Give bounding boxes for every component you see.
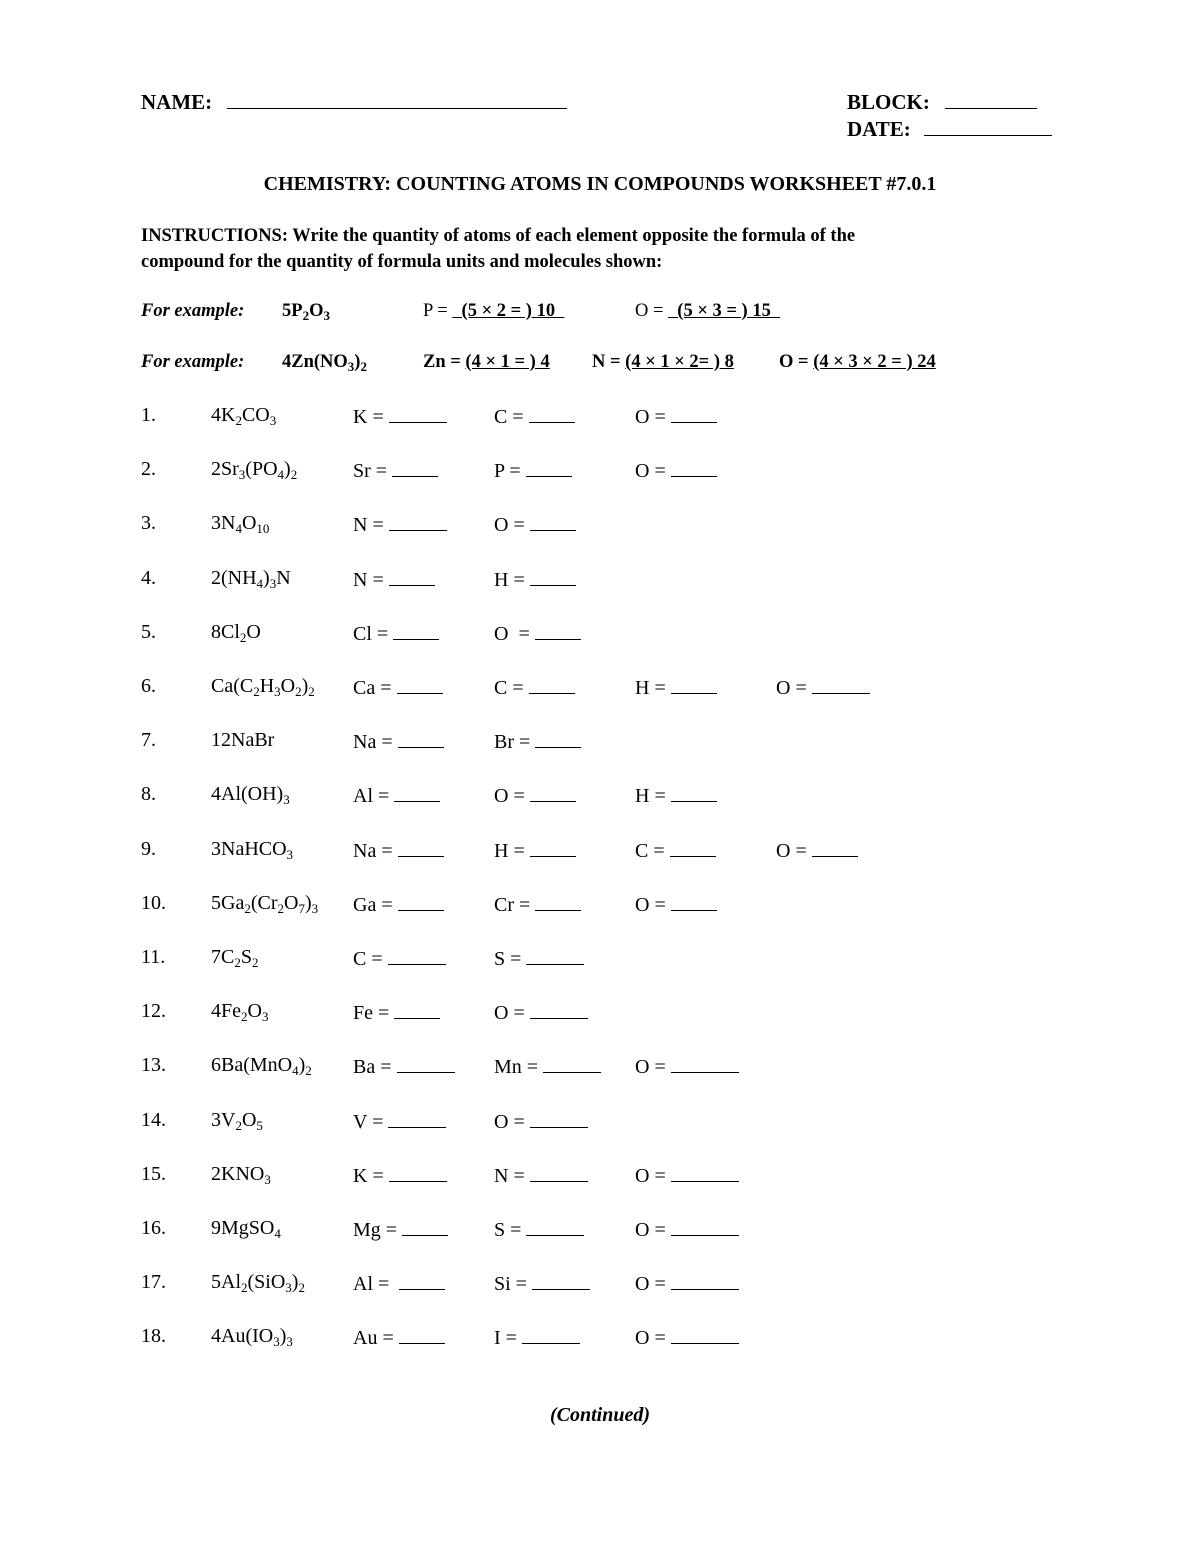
answer-blank[interactable] (671, 783, 717, 802)
problem-formula: $6Ba(MnO_4)_2$ (211, 1054, 312, 1079)
problem-number: 13. (141, 1054, 166, 1077)
answer-element: O = (779, 352, 814, 372)
answer-element: O = (635, 301, 669, 321)
element-answer (353, 458, 438, 483)
answer-blank[interactable] (530, 1163, 588, 1182)
answer-blank[interactable] (671, 458, 717, 477)
element-answer (353, 1163, 447, 1188)
element-answer (635, 458, 717, 483)
problem-formula: $2(NH_4)_3N$ (211, 566, 291, 591)
problem-number: 5. (141, 620, 156, 643)
problem-row (0, 621, 1200, 651)
element-label: Ga = (353, 893, 398, 916)
problem-number: 4. (141, 566, 156, 589)
problem-number: 16. (141, 1217, 166, 1239)
element-label: O = (494, 1110, 530, 1133)
element-label: O = (494, 1002, 530, 1025)
element-label: Ba = (353, 1056, 397, 1079)
element-label: Cr = (494, 893, 536, 916)
element-label: K = (353, 406, 389, 428)
answer-blank[interactable] (389, 567, 435, 586)
element-label: Ca = (353, 677, 397, 699)
answer-blank[interactable] (394, 783, 440, 802)
element-answer (494, 1163, 588, 1188)
element-label: H = (635, 677, 671, 699)
answer-blank[interactable] (812, 838, 858, 857)
element-answer (494, 1000, 588, 1025)
element-answer (494, 404, 575, 429)
problem-row (0, 1217, 1200, 1247)
answer-element: N = (592, 352, 626, 372)
example-answer (779, 352, 936, 373)
element-answer (353, 512, 447, 537)
element-answer (776, 675, 870, 700)
problem-formula: $2KNO_3$ (211, 1162, 271, 1187)
answer-blank[interactable] (529, 675, 575, 694)
element-answer (494, 892, 581, 917)
element-label: Mg = (353, 1219, 403, 1241)
element-answer (635, 675, 717, 700)
problem-formula: $7C_2S_2$ (211, 946, 259, 970)
answer-blank[interactable] (671, 404, 717, 423)
answer-blank[interactable] (526, 1217, 584, 1236)
date-field (847, 117, 1052, 142)
element-label: O = (776, 677, 812, 699)
name-blank[interactable] (227, 90, 567, 109)
element-answer (494, 567, 576, 592)
problem-number: 1. (141, 404, 156, 426)
element-label: K = (353, 1164, 389, 1187)
element-answer (635, 404, 717, 429)
element-label: O = (635, 406, 671, 428)
answer-blank[interactable] (671, 675, 717, 694)
problem-row (0, 1325, 1200, 1355)
page-title: CHEMISTRY: COUNTING ATOMS IN COMPOUNDS WORKSHEET #7.0.1 (263, 173, 937, 195)
problem-row (0, 675, 1200, 705)
element-label: Cl = (353, 622, 394, 645)
answer-blank[interactable] (394, 1000, 440, 1019)
element-answer (353, 946, 446, 971)
answer-blank[interactable] (671, 1325, 739, 1344)
element-label: Si = (494, 1273, 532, 1296)
example-answer (635, 301, 780, 322)
problem-row (0, 1000, 1200, 1030)
problem-formula: $4Fe_2O_3$ (211, 1000, 269, 1025)
element-label: O = (635, 460, 671, 483)
answer-blank[interactable] (398, 838, 444, 857)
element-label: I = (494, 1327, 522, 1350)
problem-formula: $4K_2CO_3$ (211, 404, 277, 428)
problem-row (0, 404, 1200, 434)
problem-number: 18. (141, 1325, 166, 1348)
problem-formula: 9MgSO$_4$ (211, 1217, 281, 1241)
answer-blank[interactable] (671, 1271, 739, 1290)
element-label: O = (776, 839, 812, 862)
answer-blank[interactable] (399, 1271, 445, 1290)
element-label: S = (494, 948, 527, 970)
problem-formula: $8Cl_2O$ (211, 620, 261, 645)
element-label: Mn = (494, 1056, 544, 1079)
answer-work: (4 × 1 × 2= ) 8 (625, 352, 734, 372)
problem-row (0, 1163, 1200, 1193)
element-answer (494, 1271, 590, 1296)
answer-blank[interactable] (671, 1054, 739, 1073)
answer-blank[interactable] (671, 1217, 739, 1236)
problem-formula: $3V_2O_5$ (211, 1108, 263, 1133)
answer-element: P = (423, 301, 453, 321)
element-label: O = (635, 893, 671, 916)
element-label: N = (353, 514, 389, 537)
problem-formula: $5Al_2(SiO_3)_2$ (211, 1271, 305, 1296)
element-label: O = (635, 1327, 671, 1350)
element-label: Na = (353, 731, 398, 754)
problem-number: 17. (141, 1271, 166, 1294)
answer-blank[interactable] (530, 783, 576, 802)
example-label: For example: (141, 301, 245, 321)
answer-blank[interactable] (671, 1163, 739, 1182)
example-answer (423, 352, 550, 373)
element-answer (494, 838, 576, 863)
element-answer (353, 838, 444, 863)
element-label: Na = (353, 839, 398, 862)
element-answer (635, 838, 716, 863)
answer-blank[interactable] (389, 1163, 447, 1182)
element-label: P = (494, 460, 526, 483)
answer-blank[interactable] (399, 1325, 445, 1344)
element-label: S = (494, 1219, 527, 1241)
element-answer (635, 1217, 739, 1242)
problem-number: 2. (141, 458, 156, 481)
example-answer (423, 301, 564, 322)
element-answer (353, 783, 440, 808)
answer-blank[interactable] (530, 512, 576, 531)
example-formula: $4Zn(NO_3)_2$ (282, 352, 367, 374)
answer-blank[interactable] (530, 1000, 588, 1019)
element-label: H = (494, 568, 530, 591)
problem-row (0, 1054, 1200, 1084)
problem-formula: $2Sr_3(PO_4)_2$ (211, 458, 298, 483)
date-label: DATE: (847, 117, 911, 141)
answer-blank[interactable] (402, 1217, 448, 1236)
block-label: BLOCK: (847, 90, 930, 114)
answer-work: (5 × 3 = ) 15 (668, 301, 781, 321)
element-answer (353, 1109, 446, 1134)
element-answer (635, 892, 717, 917)
element-label: C = (494, 406, 529, 428)
answer-blank[interactable] (535, 621, 581, 640)
problem-formula: $4Au(IO_3)_3$ (211, 1325, 293, 1350)
problem-row (0, 458, 1200, 488)
element-answer (353, 1054, 455, 1079)
element-label: O = (635, 1219, 671, 1241)
element-answer (494, 675, 575, 700)
element-label: C = (494, 677, 529, 699)
element-label: C = (353, 948, 388, 970)
answer-blank[interactable] (389, 512, 447, 531)
element-label: O = (635, 1164, 671, 1187)
element-answer (353, 1000, 440, 1025)
block-field (847, 90, 1037, 115)
element-answer (494, 783, 576, 808)
example-answer (592, 352, 734, 373)
element-label: H = (635, 785, 671, 808)
problem-number: 15. (141, 1162, 166, 1185)
element-answer (353, 1217, 448, 1242)
problem-number: 3. (141, 512, 156, 535)
element-answer (353, 567, 435, 592)
element-answer (494, 512, 576, 537)
answer-blank[interactable] (530, 1109, 588, 1128)
problem-number: 8. (141, 783, 156, 806)
continued-note: (Continued) (549, 1404, 651, 1426)
answer-blank[interactable] (535, 729, 581, 748)
problem-formula: 3NaHCO$_3$ (211, 837, 294, 862)
answer-blank[interactable] (398, 729, 444, 748)
element-label: Au = (353, 1327, 399, 1350)
example-formula: $5P_2O_3$ (282, 301, 330, 323)
answer-blank[interactable] (529, 404, 575, 423)
problem-formula: 12NaBr (211, 729, 275, 752)
problem-row (0, 946, 1200, 976)
problem-number: 14. (141, 1108, 166, 1131)
instructions-line-2: compound for the quantity of formula units and molecules shown: (141, 252, 663, 272)
problem-row (0, 729, 1200, 759)
element-label: N = (494, 1164, 530, 1187)
element-label: N = (353, 568, 389, 591)
problem-row (0, 838, 1200, 868)
element-label: Sr = (353, 460, 393, 483)
answer-blank[interactable] (526, 946, 584, 965)
element-answer (353, 892, 444, 917)
element-answer (635, 1054, 739, 1079)
problem-row (0, 1109, 1200, 1139)
answer-blank[interactable] (670, 838, 716, 857)
element-answer (494, 1217, 584, 1242)
answer-work: (5 × 2 = ) 10 (452, 301, 565, 321)
problem-row (0, 567, 1200, 597)
problem-number: 6. (141, 675, 156, 697)
answer-work: (4 × 1 = ) 4 (465, 352, 550, 372)
element-answer (353, 1271, 445, 1296)
answer-work: (4 × 3 × 2 = ) 24 (813, 352, 936, 372)
answer-element: Zn = (423, 352, 466, 372)
answer-blank[interactable] (530, 838, 576, 857)
element-answer (353, 729, 444, 754)
element-label: C = (635, 839, 670, 862)
element-answer (776, 838, 858, 863)
element-answer (353, 404, 447, 429)
problem-number: 7. (141, 729, 156, 752)
instructions-line-1: INSTRUCTIONS: Write the quantity of atoms of each element opposite the formula of the (141, 226, 856, 246)
answer-blank[interactable] (389, 404, 447, 423)
answer-blank[interactable] (530, 567, 576, 586)
element-label: O = (494, 514, 530, 537)
element-answer (635, 1325, 739, 1350)
element-answer (635, 1163, 739, 1188)
element-label: O = (635, 1056, 671, 1079)
element-label: H = (494, 839, 530, 862)
element-label: Br = (494, 731, 536, 754)
element-label: Al = (353, 785, 395, 808)
element-answer (494, 1325, 580, 1350)
answer-blank[interactable] (671, 892, 717, 911)
element-answer (494, 946, 584, 971)
element-answer (494, 621, 581, 646)
name-label: NAME: (141, 90, 213, 114)
answer-blank[interactable] (388, 946, 446, 965)
name-field (141, 90, 567, 115)
element-answer (635, 783, 717, 808)
element-answer (494, 729, 581, 754)
problem-number: 11. (141, 946, 166, 968)
element-label: O = (494, 622, 535, 645)
problem-number: 9. (141, 837, 156, 860)
element-label: O = (494, 785, 530, 808)
problem-row (0, 783, 1200, 813)
problem-row (0, 892, 1200, 922)
element-answer (494, 1054, 601, 1079)
element-answer (494, 458, 572, 483)
answer-blank[interactable] (532, 1271, 590, 1290)
problem-formula: $5Ga_2(Cr_2O_7)_3$ (211, 891, 319, 916)
answer-blank[interactable] (526, 458, 572, 477)
answer-blank[interactable] (397, 675, 443, 694)
problem-formula: $4Al(OH)_3$ (211, 783, 290, 808)
problem-number: 12. (141, 1000, 166, 1023)
answer-blank[interactable] (388, 1109, 446, 1128)
answer-blank[interactable] (397, 1054, 455, 1073)
answer-blank[interactable] (543, 1054, 601, 1073)
answer-blank[interactable] (535, 892, 581, 911)
answer-blank[interactable] (398, 892, 444, 911)
element-answer (353, 675, 443, 700)
date-blank[interactable] (924, 117, 1052, 136)
element-label: Fe = (353, 1002, 395, 1025)
element-label: O = (635, 1273, 671, 1296)
problem-row (0, 512, 1200, 542)
element-answer (635, 1271, 739, 1296)
example-label: For example: (141, 352, 245, 372)
problem-number: 10. (141, 891, 166, 914)
element-label: Al = (353, 1273, 400, 1296)
problem-row (0, 1271, 1200, 1301)
problem-formula: $3N_4O_{10}$ (211, 512, 270, 537)
element-label: V = (353, 1110, 389, 1133)
element-answer (353, 1325, 445, 1350)
problem-formula: $Ca(C_2H_3O_2)_2$ (211, 675, 315, 699)
block-blank[interactable] (945, 90, 1037, 109)
answer-blank[interactable] (522, 1325, 580, 1344)
answer-blank[interactable] (393, 621, 439, 640)
answer-blank[interactable] (392, 458, 438, 477)
element-answer (494, 1109, 588, 1134)
answer-blank[interactable] (812, 675, 870, 694)
element-answer (353, 621, 439, 646)
